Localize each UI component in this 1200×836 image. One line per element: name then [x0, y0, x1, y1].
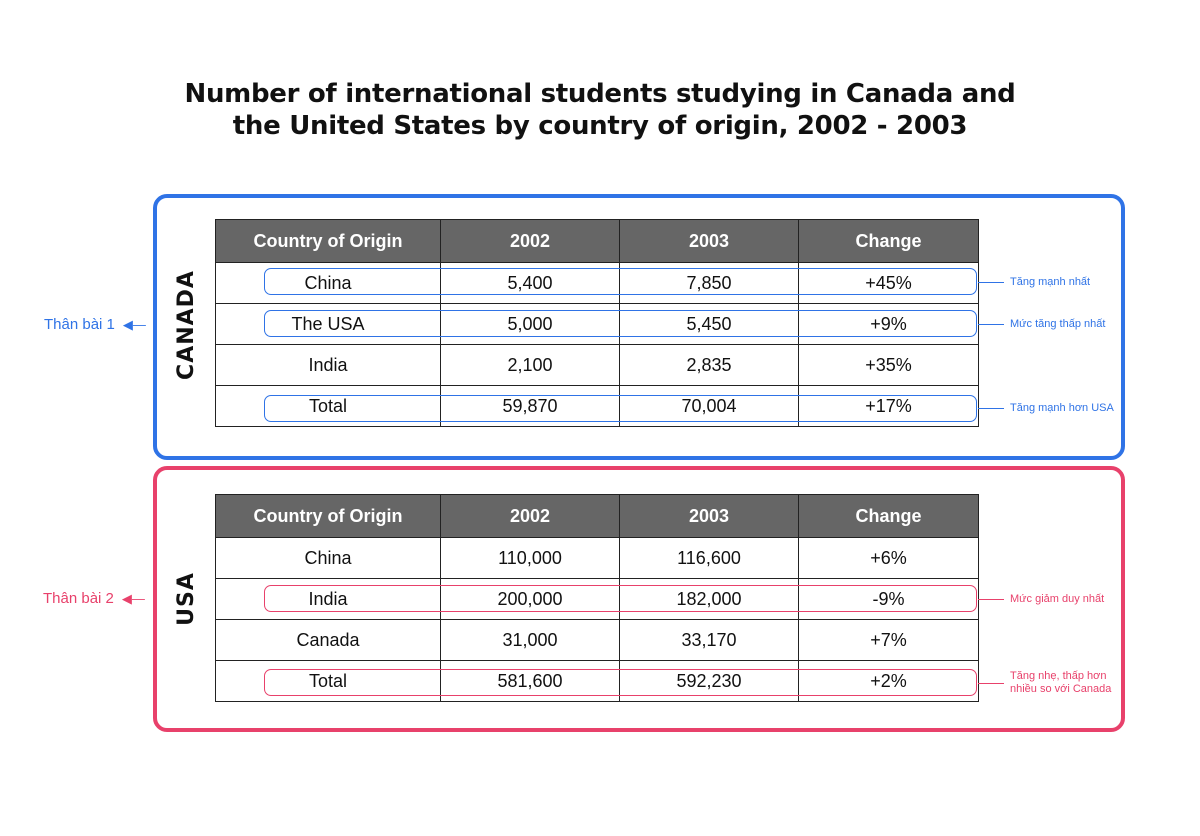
- table-cell: +9%: [799, 304, 979, 345]
- connector-line: [978, 683, 1004, 684]
- annotation-text: Mức giảm duy nhất: [1010, 593, 1105, 605]
- table-cell: The USA: [216, 304, 441, 345]
- table-cell: 59,870: [441, 386, 620, 427]
- table-cell: 116,600: [620, 538, 799, 579]
- table-header-row: [216, 220, 979, 263]
- connector-line: [978, 324, 1004, 325]
- table-cell: Canada: [216, 620, 441, 661]
- annotation-note: [978, 318, 1105, 331]
- table-cell: 33,170: [620, 620, 799, 661]
- table-cell: 592,230: [620, 661, 799, 702]
- canada-table: [215, 219, 979, 427]
- table-cell: 70,004: [620, 386, 799, 427]
- table-row: [216, 620, 979, 661]
- table-cell: 5,450: [620, 304, 799, 345]
- connector-line: [978, 599, 1004, 600]
- table-cell: 2,835: [620, 345, 799, 386]
- table-cell: Total: [216, 661, 441, 702]
- canada-side-label-text: Thân bài 1: [44, 316, 115, 333]
- column-header: 2002: [441, 495, 620, 538]
- usa-side-label: [43, 590, 145, 607]
- annotation-text: Tăng mạnh hơn USA: [1010, 402, 1114, 414]
- table-cell: 5,400: [441, 263, 620, 304]
- column-header: 2002: [441, 220, 620, 263]
- column-header: Country of Origin: [216, 495, 441, 538]
- column-header: 2003: [620, 495, 799, 538]
- annotation-note: [978, 402, 1114, 415]
- canada-panel-label: CANADA: [174, 270, 199, 380]
- annotation-text: Tăng nhẹ, thấp hơn nhiều so với Canada: [1010, 670, 1112, 695]
- chart-title-line-1: Number of international students studying in Canada and: [184, 79, 1016, 109]
- table-cell: -9%: [799, 579, 979, 620]
- table-row: [216, 386, 979, 427]
- table-cell: 5,000: [441, 304, 620, 345]
- annotation-note: [978, 593, 1104, 606]
- table-cell: 200,000: [441, 579, 620, 620]
- column-header: Change: [799, 495, 979, 538]
- usa-table: [215, 494, 979, 702]
- table-cell: 7,850: [620, 263, 799, 304]
- table-row: [216, 345, 979, 386]
- table-cell: 110,000: [441, 538, 620, 579]
- connector-line: [978, 408, 1004, 409]
- table-cell: +45%: [799, 263, 979, 304]
- connector-line: [978, 282, 1004, 283]
- table-row: [216, 579, 979, 620]
- table-cell: +7%: [799, 620, 979, 661]
- table-cell: +35%: [799, 345, 979, 386]
- table-cell: China: [216, 538, 441, 579]
- table-row: [216, 263, 979, 304]
- table-cell: +6%: [799, 538, 979, 579]
- table-cell: China: [216, 263, 441, 304]
- table-cell: +2%: [799, 661, 979, 702]
- usa-side-label-text: Thân bài 2: [43, 590, 114, 607]
- chart-title-line-2: the United States by country of origin, 2002 - 2003: [232, 111, 968, 141]
- column-header: 2003: [620, 220, 799, 263]
- table-cell: 581,600: [441, 661, 620, 702]
- arrow-left-icon: ◀—: [121, 590, 145, 606]
- column-header: Change: [799, 220, 979, 263]
- table-cell: +17%: [799, 386, 979, 427]
- annotation-note: [978, 276, 1090, 289]
- canada-side-label: [44, 316, 146, 333]
- annotation-text: Mức tăng thấp nhất: [1010, 318, 1106, 330]
- column-header: Country of Origin: [216, 220, 441, 263]
- table-cell: 182,000: [620, 579, 799, 620]
- table-cell: Total: [216, 386, 441, 427]
- chart-title: [0, 78, 1200, 142]
- table-cell: India: [216, 579, 441, 620]
- table-cell: 2,100: [441, 345, 620, 386]
- table-row: [216, 304, 979, 345]
- usa-panel-label: USA: [174, 572, 199, 626]
- table-cell: 31,000: [441, 620, 620, 661]
- table-row: [216, 661, 979, 702]
- annotation-note: [978, 670, 1128, 696]
- table-header-row: [216, 495, 979, 538]
- table-row: [216, 538, 979, 579]
- table-cell: India: [216, 345, 441, 386]
- annotation-text: Tăng mạnh nhất: [1010, 276, 1091, 288]
- arrow-left-icon: ◀—: [122, 316, 146, 332]
